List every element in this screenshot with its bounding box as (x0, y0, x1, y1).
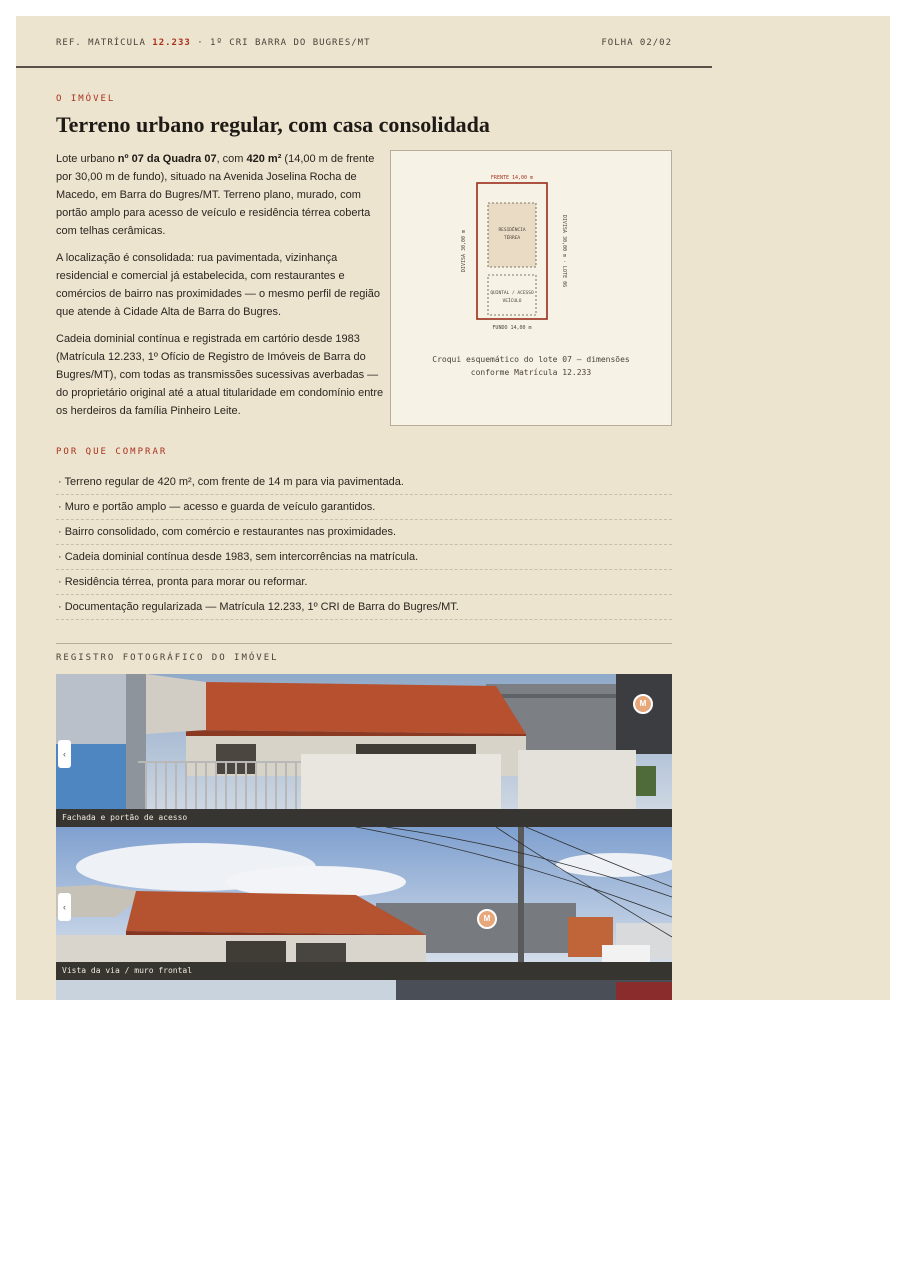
description-paragraph-2: A localização é consolidada: rua pavimentada, vizinhança residencial e comercial já estabelecida, com restaurantes e comércios de bairro nas proximidades — o mesmo perfil de região que atende à Cidade Alta de Barra do Bugres. (56, 252, 381, 318)
photo-prev-arrow-icon[interactable]: ‹ (58, 740, 71, 768)
photo-gallery (56, 674, 672, 1000)
list-item: · Terreno regular de 420 m², com frente de 14 m para via pavimentada. (56, 470, 672, 495)
photo-caption: Vista da via / muro frontal (56, 962, 672, 980)
ref-suffix: · 1º CRI BARRA DO BUGRES/MT (197, 38, 371, 48)
list-item: · Residência térrea, pronta para morar ou reformar. (56, 570, 672, 595)
photo-facade-image (56, 674, 672, 827)
p1-lot-number: nº 07 da Quadra 07 (117, 153, 217, 165)
ref-number: 12.233 (152, 38, 191, 48)
matricula-reference (56, 38, 371, 48)
description-paragraph-1 (56, 150, 390, 240)
divisa-right-label: DIVISA 30,00 m · LOTE 06 (561, 214, 567, 288)
photo-facade[interactable] (56, 674, 672, 827)
map-pin-icon[interactable]: M (633, 694, 653, 714)
page-title: Terreno urbano regular, com casa consolidada (56, 112, 490, 137)
p1-text-1: Lote urbano (56, 153, 118, 165)
map-pin-icon[interactable]: M (477, 909, 497, 929)
section-kicker-por-que-comprar: POR QUE COMPRAR (56, 447, 168, 457)
sketch-caption-line-1: Croqui esquemático do lote 07 — dimensões (432, 355, 630, 364)
sketch-caption-line-2: conforme Matrícula 12.233 (470, 368, 592, 377)
photo-third-partial[interactable] (56, 980, 672, 1000)
divisa-left-label: DIVISA 30,00 m (461, 229, 467, 273)
residencia-label-2: TÉRREA (503, 236, 521, 241)
quintal-label-1: QUINTAL / ACESSO (490, 291, 534, 296)
residencia-label-1: RESIDÊNCIA (498, 228, 526, 233)
p1-area: 420 m² (246, 153, 282, 165)
property-description (56, 150, 390, 429)
description-paragraph-3: Cadeia dominial contínua e registrada em cartório desde 1983 (Matrícula 12.233, 1º Ofício de Registro de Imóveis de Barra do Bugres/MT), com todas as transmissões sucessivas averbadas — do proprietário original até a atual titularidade em condomínio entre os herdeiros da família Pinheiro Leite. (56, 333, 384, 417)
document-header (16, 16, 712, 68)
section-divider (56, 643, 672, 644)
lot-sketch-figure (390, 150, 672, 426)
lot-sketch-diagram (391, 151, 673, 427)
document-sheet (16, 16, 890, 1000)
fundo-label: FUNDO 14,00 m (492, 325, 532, 331)
photo-prev-arrow-icon[interactable]: ‹ (58, 893, 71, 921)
photo-caption: Fachada e portão de acesso (56, 809, 672, 827)
photo-street-image (56, 827, 672, 980)
photo-third-image (56, 980, 672, 1000)
sketch-caption (391, 353, 671, 379)
photo-street-view[interactable] (56, 827, 672, 980)
page-counter: FOLHA 02/02 (601, 38, 672, 48)
list-item: · Muro e portão amplo — acesso e guarda de veículo garantidos. (56, 495, 672, 520)
p1-text-2: , com (216, 153, 247, 165)
section-kicker-registro-fotografico: REGISTRO FOTOGRÁFICO DO IMÓVEL (56, 653, 279, 663)
list-item: · Documentação regularizada — Matrícula 12.233, 1º CRI de Barra do Bugres/MT. (56, 595, 672, 620)
section-kicker-imovel: O IMÓVEL (56, 94, 116, 104)
list-item: · Bairro consolidado, com comércio e restaurantes nas proximidades. (56, 520, 672, 545)
frente-label: FRENTE 14,00 m (490, 175, 534, 181)
ref-prefix: REF. MATRÍCULA (56, 38, 146, 48)
benefits-list (56, 470, 672, 620)
residence-area (488, 203, 536, 267)
quintal-label-2: VEÍCULO (502, 299, 522, 304)
p1-text-3: (14,00 m de frente por 30,00 m de fundo), situado na Avenida Joselina Rocha de Macedo, em Barra do Bugres/MT. Terreno plano, murado, com portão amplo para acesso de veículo e residência térrea coberta com telhas cerâmicas. (56, 153, 375, 237)
list-item: · Cadeia dominial contínua desde 1983, sem intercorrências na matrícula. (56, 545, 672, 570)
